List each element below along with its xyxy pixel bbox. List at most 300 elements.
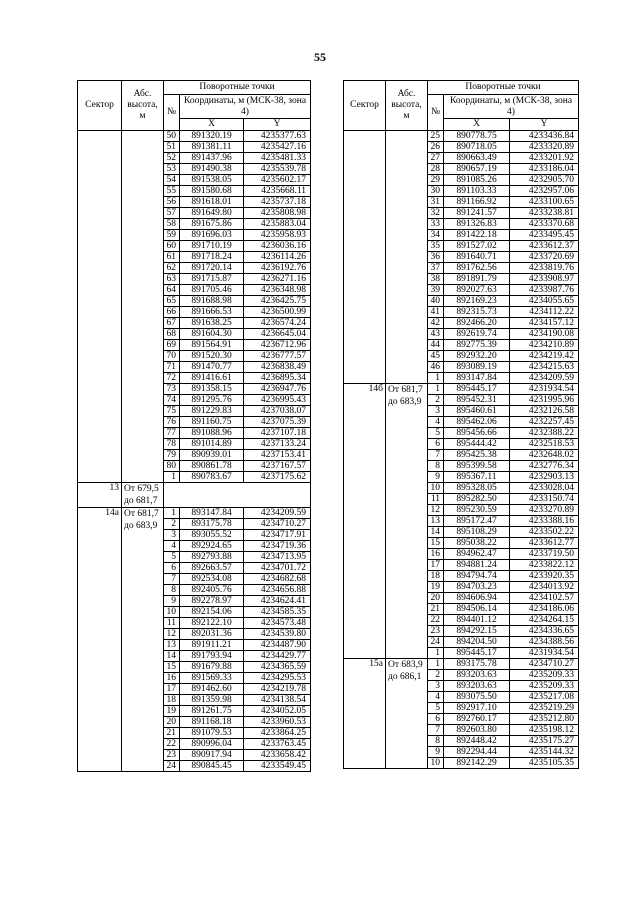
point-number-cell: 62 [164,263,180,274]
point-number-cell: 25 [428,131,444,142]
y-coordinate-cell: 4234717.91 [244,530,311,541]
y-coordinate-cell: 4233908.97 [510,274,579,285]
y-coordinate-cell: 4234052.05 [244,706,311,717]
point-number-cell: 77 [164,428,180,439]
y-coordinate-cell: 4232905.70 [510,175,579,186]
x-coordinate-cell: 895444.42 [444,439,510,450]
y-coordinate-cell: 4235427.16 [244,142,311,153]
point-number-cell: 20 [428,593,444,604]
point-number-cell: 19 [428,582,444,593]
x-coordinate-cell: 895452.31 [444,395,510,406]
x-coordinate-cell: 891715.87 [180,274,244,285]
x-coordinate-cell: 894881.24 [444,560,510,571]
y-coordinate-cell: 4237038.07 [244,406,311,417]
y-coordinate-cell: 4235144.32 [510,747,579,758]
y-coordinate-cell: 4233495.45 [510,230,579,241]
x-coordinate-cell: 893203.63 [444,681,510,692]
point-number-cell: 74 [164,395,180,406]
coordinates-header: Координаты, м (МСК-38, зона 4) [444,95,579,119]
y-coordinate-cell: 4236192.76 [244,263,311,274]
point-number-cell: 80 [164,461,180,472]
point-number-cell: 51 [164,142,180,153]
table-row [78,508,311,519]
y-coordinate-cell: 4234539.80 [244,629,311,640]
x-coordinate-cell: 895462.06 [444,417,510,428]
sector-header: Сектор [78,81,122,131]
x-coordinate-cell: 892169.23 [444,296,510,307]
x-coordinate-cell: 895399.58 [444,461,510,472]
y-coordinate-cell: 4234429.77 [244,651,311,662]
y-coordinate-cell: 4234102.57 [510,593,579,604]
x-coordinate-cell: 891538.05 [180,175,244,186]
point-number-cell: 30 [428,186,444,197]
y-coordinate-cell: 4234264.15 [510,615,579,626]
y-coordinate-cell: 4235198.12 [510,725,579,736]
x-coordinate-cell: 891666.53 [180,307,244,318]
y-coordinate-cell: 4236777.57 [244,351,311,362]
y-coordinate-cell: 4233436.84 [510,131,579,142]
empty-cell [164,483,311,508]
point-number-cell: 11 [428,494,444,505]
y-coordinate-cell: 4234186.06 [510,604,579,615]
y-coordinate-cell: 4233960.53 [244,717,311,728]
y-coordinate-cell: 4235105.35 [510,758,579,769]
x-coordinate-cell: 892619.74 [444,329,510,340]
table-row [344,131,579,142]
y-header: Y [244,119,311,131]
x-coordinate-cell: 891229.83 [180,406,244,417]
x-coordinate-cell: 890778.75 [444,131,510,142]
x-coordinate-cell: 894606.94 [444,593,510,604]
y-coordinate-cell: 4234713.95 [244,552,311,563]
point-number-cell: 1 [428,648,444,659]
x-coordinate-cell: 891649.80 [180,208,244,219]
point-number-cell: 46 [428,362,444,373]
x-coordinate-cell: 891295.76 [180,395,244,406]
y-coordinate-cell: 4233987.76 [510,285,579,296]
y-coordinate-cell: 4233370.68 [510,219,579,230]
x-coordinate-cell: 892917.10 [444,703,510,714]
x-coordinate-cell: 891079.53 [180,728,244,739]
point-number-cell: 7 [428,725,444,736]
point-number-cell: 9 [164,596,180,607]
point-number-cell: 69 [164,340,180,351]
x-coordinate-cell: 891604.30 [180,329,244,340]
x-coordinate-cell: 893175.78 [444,659,510,670]
x-coordinate-cell: 892142.29 [444,758,510,769]
x-coordinate-cell: 895445.17 [444,648,510,659]
point-number-cell: 65 [164,296,180,307]
point-number-cell: 6 [428,714,444,725]
point-number-cell: 5 [164,552,180,563]
x-coordinate-cell: 891326.83 [444,219,510,230]
x-header: X [444,119,510,131]
y-coordinate-cell: 4236838.49 [244,362,311,373]
y-coordinate-cell: 4232776.34 [510,461,579,472]
x-coordinate-cell: 895367.11 [444,472,510,483]
x-coordinate-cell: 894204.50 [444,637,510,648]
y-coordinate-cell: 4236947.76 [244,384,311,395]
x-coordinate-cell: 890718.05 [444,142,510,153]
y-coordinate-cell: 4233270.89 [510,505,579,516]
x-coordinate-cell: 891762.56 [444,263,510,274]
y-coordinate-cell: 4233819.76 [510,263,579,274]
sector-header: Сектор [344,81,386,131]
point-number-cell: 12 [428,505,444,516]
y-coordinate-cell: 4233822.12 [510,560,579,571]
point-number-cell: 21 [164,728,180,739]
point-number-cell: 15 [428,538,444,549]
y-coordinate-cell: 4234190.08 [510,329,579,340]
table-header [78,81,311,131]
table-body [78,131,311,772]
point-number-cell: 34 [428,230,444,241]
x-coordinate-cell: 891688.98 [180,296,244,307]
point-number-cell: 71 [164,362,180,373]
x-coordinate-cell: 890845.45 [180,761,244,772]
y-coordinate-cell: 4233028.04 [510,483,579,494]
y-coordinate-cell: 4234210.89 [510,340,579,351]
point-number-cell: 8 [428,736,444,747]
x-coordinate-cell: 892760.17 [444,714,510,725]
y-coordinate-cell: 4235219.29 [510,703,579,714]
x-coordinate-cell: 892154.06 [180,607,244,618]
point-number-cell: 64 [164,285,180,296]
y-coordinate-cell: 4233320.89 [510,142,579,153]
x-coordinate-cell: 891103.33 [444,186,510,197]
point-number-cell: 2 [428,670,444,681]
y-coordinate-cell: 4234573.48 [244,618,311,629]
x-coordinate-cell: 891416.61 [180,373,244,384]
x-coordinate-cell: 891422.18 [444,230,510,241]
x-coordinate-cell: 890657.19 [444,164,510,175]
y-coordinate-cell: 4234295.53 [244,673,311,684]
x-coordinate-cell: 895456.66 [444,428,510,439]
point-number-cell: 2 [428,395,444,406]
table-header [344,81,579,131]
y-coordinate-cell: 4237133.24 [244,439,311,450]
table-body [344,131,579,769]
turning-points-header: Поворотные точки [164,81,311,95]
y-coordinate-cell: 4234209.59 [244,508,311,519]
sector-cell: 15а [344,659,386,769]
y-coordinate-cell: 4232257.45 [510,417,579,428]
point-number-cell: 1 [428,373,444,384]
x-coordinate-cell: 890861.78 [180,461,244,472]
x-coordinate-cell: 892534.08 [180,574,244,585]
y-coordinate-cell: 4234487.90 [244,640,311,651]
y-coordinate-cell: 4235481.33 [244,153,311,164]
x-coordinate-cell: 891085.26 [444,175,510,186]
x-coordinate-cell: 893055.52 [180,530,244,541]
x-coordinate-cell: 893089.19 [444,362,510,373]
point-number-cell: 58 [164,219,180,230]
y-coordinate-cell: 4233763.45 [244,739,311,750]
x-coordinate-cell: 891710.19 [180,241,244,252]
y-coordinate-cell: 4235602.17 [244,175,311,186]
point-number-cell: 43 [428,329,444,340]
x-coordinate-cell: 892448.42 [444,736,510,747]
y-coordinate-cell: 4237167.57 [244,461,311,472]
number-header: № [428,95,444,131]
y-coordinate-cell: 4236895.34 [244,373,311,384]
sector-cell: 13 [78,483,122,508]
point-number-cell: 68 [164,329,180,340]
point-number-cell: 66 [164,307,180,318]
y-coordinate-cell: 4234624.41 [244,596,311,607]
y-coordinate-cell: 4233719.50 [510,549,579,560]
point-number-cell: 20 [164,717,180,728]
x-coordinate-cell: 895328.05 [444,483,510,494]
point-number-cell: 16 [164,673,180,684]
point-number-cell: 4 [164,541,180,552]
y-coordinate-cell: 4232957.06 [510,186,579,197]
y-coordinate-cell: 4237153.41 [244,450,311,461]
point-number-cell: 23 [428,626,444,637]
altitude-cell: От 679,5 до 681,7 [122,483,164,508]
point-number-cell: 41 [428,307,444,318]
x-coordinate-cell: 891911.21 [180,640,244,651]
y-coordinate-cell: 4235737.18 [244,197,311,208]
point-number-cell: 10 [428,483,444,494]
x-coordinate-cell: 891564.91 [180,340,244,351]
x-coordinate-cell: 891261.75 [180,706,244,717]
point-number-cell: 1 [164,472,180,483]
y-coordinate-cell: 4235958.93 [244,230,311,241]
y-coordinate-cell: 4234336.65 [510,626,579,637]
x-coordinate-cell: 891320.19 [180,131,244,142]
y-coordinate-cell: 4236995.43 [244,395,311,406]
sector-cell: 14а [78,508,122,772]
point-number-cell: 26 [428,142,444,153]
y-coordinate-cell: 4233502.22 [510,527,579,538]
x-coordinate-cell: 891358.15 [180,384,244,395]
point-number-cell: 28 [428,164,444,175]
point-number-cell: 21 [428,604,444,615]
y-coordinate-cell: 4235668.11 [244,186,311,197]
point-number-cell: 27 [428,153,444,164]
point-number-cell: 13 [164,640,180,651]
y-coordinate-cell: 4232388.22 [510,428,579,439]
point-number-cell: 3 [428,406,444,417]
y-coordinate-cell: 4236645.04 [244,329,311,340]
turning-points-header: Поворотные точки [428,81,579,95]
x-coordinate-cell: 892775.39 [444,340,510,351]
y-coordinate-cell: 4234219.78 [244,684,311,695]
point-number-cell: 5 [428,703,444,714]
x-coordinate-cell: 895108.29 [444,527,510,538]
altitude-header: Абс. высота, м [122,81,164,131]
x-coordinate-cell: 891462.60 [180,684,244,695]
point-number-cell: 70 [164,351,180,362]
y-coordinate-cell: 4234682.68 [244,574,311,585]
x-coordinate-cell: 894401.12 [444,615,510,626]
point-number-cell: 39 [428,285,444,296]
y-coordinate-cell: 4232648.02 [510,450,579,461]
sector-cell: 14б [344,384,386,659]
y-coordinate-cell: 4234013.92 [510,582,579,593]
point-number-cell: 7 [428,450,444,461]
x-coordinate-cell: 892031.36 [180,629,244,640]
point-number-cell: 76 [164,417,180,428]
y-coordinate-cell: 4232903.13 [510,472,579,483]
point-number-cell: 6 [428,439,444,450]
sector-row [78,483,311,508]
point-number-cell: 24 [428,637,444,648]
point-number-cell: 44 [428,340,444,351]
x-coordinate-cell: 891705.46 [180,285,244,296]
y-coordinate-cell: 4234219.42 [510,351,579,362]
x-coordinate-cell: 895038.22 [444,538,510,549]
y-coordinate-cell: 4233238.81 [510,208,579,219]
x-coordinate-cell: 891679.88 [180,662,244,673]
point-number-cell: 9 [428,747,444,758]
x-coordinate-cell: 894292.15 [444,626,510,637]
point-number-cell: 14 [428,527,444,538]
y-coordinate-cell: 4235808.98 [244,208,311,219]
x-coordinate-cell: 895425.38 [444,450,510,461]
y-coordinate-cell: 4233549.45 [244,761,311,772]
x-coordinate-cell: 892315.73 [444,307,510,318]
point-number-cell: 40 [428,296,444,307]
y-coordinate-cell: 4234710.27 [510,659,579,670]
table-row [344,659,579,670]
x-coordinate-cell: 891580.68 [180,186,244,197]
x-coordinate-cell: 894962.47 [444,549,510,560]
x-coordinate-cell: 891618.01 [180,197,244,208]
y-coordinate-cell: 4231934.54 [510,384,579,395]
point-number-cell: 57 [164,208,180,219]
point-number-cell: 73 [164,384,180,395]
y-coordinate-cell: 4234055.65 [510,296,579,307]
x-coordinate-cell: 890783.67 [180,472,244,483]
x-coordinate-cell: 894506.14 [444,604,510,615]
y-coordinate-cell: 4235212.80 [510,714,579,725]
point-number-cell: 35 [428,241,444,252]
point-number-cell: 17 [164,684,180,695]
y-coordinate-cell: 4233658.42 [244,750,311,761]
point-number-cell: 8 [164,585,180,596]
x-coordinate-cell: 892405.76 [180,585,244,596]
point-number-cell: 60 [164,241,180,252]
x-coordinate-cell: 891437.96 [180,153,244,164]
point-number-cell: 6 [164,563,180,574]
point-number-cell: 38 [428,274,444,285]
point-number-cell: 5 [428,428,444,439]
y-coordinate-cell: 4234365.59 [244,662,311,673]
point-number-cell: 59 [164,230,180,241]
x-coordinate-cell: 890939.01 [180,450,244,461]
point-number-cell: 19 [164,706,180,717]
y-coordinate-cell: 4234656.88 [244,585,311,596]
y-coordinate-cell: 4234719.36 [244,541,311,552]
y-coordinate-cell: 4233388.16 [510,516,579,527]
y-coordinate-cell: 4234585.35 [244,607,311,618]
y-coordinate-cell: 4236114.26 [244,252,311,263]
point-number-cell: 22 [164,739,180,750]
point-number-cell: 7 [164,574,180,585]
x-coordinate-cell: 891793.94 [180,651,244,662]
y-coordinate-cell: 4233201.92 [510,153,579,164]
point-number-cell: 79 [164,450,180,461]
point-number-cell: 56 [164,197,180,208]
point-number-cell: 67 [164,318,180,329]
point-number-cell: 33 [428,219,444,230]
altitude-header: Абс. высота, м [386,81,428,131]
x-coordinate-cell: 892663.57 [180,563,244,574]
y-coordinate-cell: 4231995.96 [510,395,579,406]
y-coordinate-cell: 4237175.62 [244,472,311,483]
point-number-cell: 55 [164,186,180,197]
point-number-cell: 14 [164,651,180,662]
point-number-cell: 13 [428,516,444,527]
point-number-cell: 54 [164,175,180,186]
x-coordinate-cell: 892793.88 [180,552,244,563]
point-number-cell: 32 [428,208,444,219]
y-coordinate-cell: 4231934.54 [510,648,579,659]
x-coordinate-cell: 891359.98 [180,695,244,706]
point-number-cell: 1 [428,659,444,670]
x-coordinate-cell: 890996.04 [180,739,244,750]
x-coordinate-cell: 891088.96 [180,428,244,439]
sector-cell [344,131,386,384]
point-number-cell: 1 [164,508,180,519]
x-coordinate-cell: 891638.25 [180,318,244,329]
point-number-cell: 29 [428,175,444,186]
point-number-cell: 11 [164,618,180,629]
point-number-cell: 17 [428,560,444,571]
y-coordinate-cell: 4233864.25 [244,728,311,739]
y-coordinate-cell: 4235377.63 [244,131,311,142]
page-number: 55 [314,50,326,64]
y-coordinate-cell: 4234157.12 [510,318,579,329]
point-number-cell: 63 [164,274,180,285]
point-number-cell: 75 [164,406,180,417]
point-number-cell: 8 [428,461,444,472]
x-coordinate-cell: 891166.92 [444,197,510,208]
altitude-cell: От 683,9 до 686,1 [386,659,428,769]
coordinates-header: Координаты, м (МСК-38, зона 4) [180,95,311,119]
x-coordinate-cell: 894794.74 [444,571,510,582]
y-coordinate-cell: 4236425.75 [244,296,311,307]
x-header: X [180,119,244,131]
y-coordinate-cell: 4233720.69 [510,252,579,263]
x-coordinate-cell: 891640.71 [444,252,510,263]
y-coordinate-cell: 4233100.65 [510,197,579,208]
x-coordinate-cell: 893147.84 [444,373,510,384]
y-coordinate-cell: 4233612.37 [510,241,579,252]
y-coordinate-cell: 4232518.53 [510,439,579,450]
point-number-cell: 4 [428,417,444,428]
y-coordinate-cell: 4235175.27 [510,736,579,747]
x-coordinate-cell: 892932.20 [444,351,510,362]
y-coordinate-cell: 4235209.33 [510,681,579,692]
x-coordinate-cell: 891241.57 [444,208,510,219]
x-coordinate-cell: 890917.94 [180,750,244,761]
x-coordinate-cell: 892294.44 [444,747,510,758]
x-coordinate-cell: 892924.65 [180,541,244,552]
x-coordinate-cell: 892278.97 [180,596,244,607]
coordinates-table-right [343,80,579,769]
x-coordinate-cell: 895445.17 [444,384,510,395]
x-coordinate-cell: 893203.63 [444,670,510,681]
x-coordinate-cell: 891014.89 [180,439,244,450]
x-coordinate-cell: 895230.59 [444,505,510,516]
y-coordinate-cell: 4233920.35 [510,571,579,582]
y-coordinate-cell: 4234209.59 [510,373,579,384]
x-coordinate-cell: 891891.79 [444,274,510,285]
y-coordinate-cell: 4232126.58 [510,406,579,417]
